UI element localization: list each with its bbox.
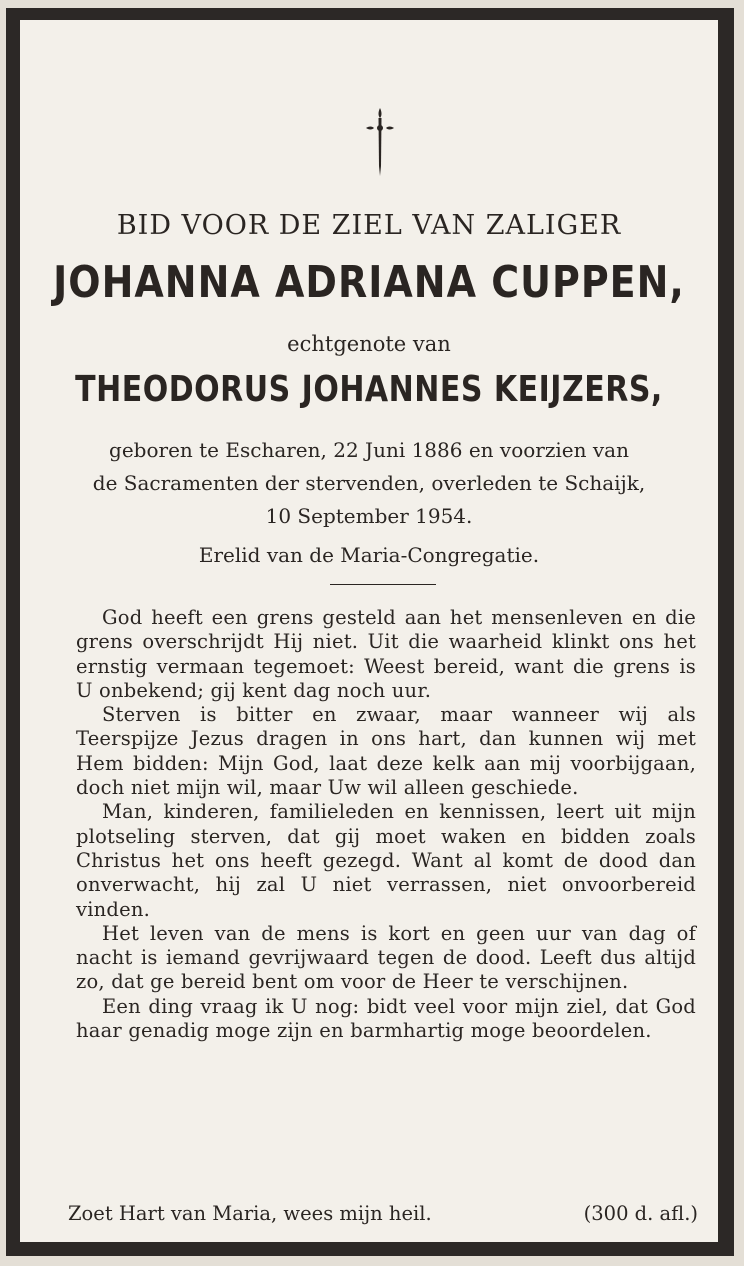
bio-line-membership: Erelid van de Maria-Congregatie.	[198, 543, 540, 567]
indulgence-note: (300 d. afl.)	[583, 1202, 698, 1225]
paragraph: Het leven van de mens is kort en geen uur van dag of nacht is iemand gevrijwaard tegen de dood. Leeft dus altijd zo, dat ge bereid bent om voor de Heer te verschijnen.	[76, 921, 696, 994]
closing-line	[68, 1202, 698, 1225]
bio-line-death: de Sacramenten der stervenden, overleden te Schaijk,	[92, 471, 646, 495]
prayer-header: BID VOOR DE ZIEL VAN ZALIGER	[116, 210, 622, 241]
spouse-label: echtgenote van	[287, 332, 451, 356]
paragraph: Man, kinderen, familieleden en kennissen, leert uit mijn plotseling sterven, dat gij moet waken en bidden zoals Christus het ons heeft gezegd. Want al komt de dood dan onverwacht, hij zal U niet verrassen, niet onvoorbereid vinden.	[76, 800, 696, 921]
bio-line-birth: geboren te Escharen, 22 Juni 1886 en voorzien van	[109, 438, 629, 462]
bio-line-date: 10 September 1954.	[265, 504, 473, 528]
paragraph: God heeft een grens gesteld aan het mensenleven en die grens overschrijdt Hij niet. Uit die waarheid klinkt ons het ernstig vermaan tegemoet: Weest bereid, want die grens is U onbekend; gij kent dag noch uur.	[76, 606, 696, 702]
paragraph: Een ding vraag ik U nog: bidt veel voor mijn ziel, dat God haar genadig moge zijn en barmhartig moge beoordelen.	[76, 994, 696, 1043]
closing-prayer: Zoet Hart van Maria, wees mijn heil.	[68, 1202, 432, 1225]
divider	[330, 584, 436, 585]
paragraph: Sterven is bitter en zwaar, maar wanneer wij als Teerspijze Jezus dragen in ons hart, dan kunnen wij met Hem bidden: Mijn God, laat deze kelk aan mij voorbijgaan, doch niet mijn wil, maar Uw wil alleen geschiede.	[76, 703, 696, 800]
spouse-name: THEODORUS JOHANNES KEIJZERS,	[75, 368, 663, 411]
cross-icon	[360, 106, 400, 178]
memorial-card	[6, 8, 734, 1256]
card-content	[20, 20, 718, 1242]
deceased-name: JOHANNA ADRIANA CUPPEN,	[53, 256, 685, 308]
body-text	[76, 606, 696, 1043]
